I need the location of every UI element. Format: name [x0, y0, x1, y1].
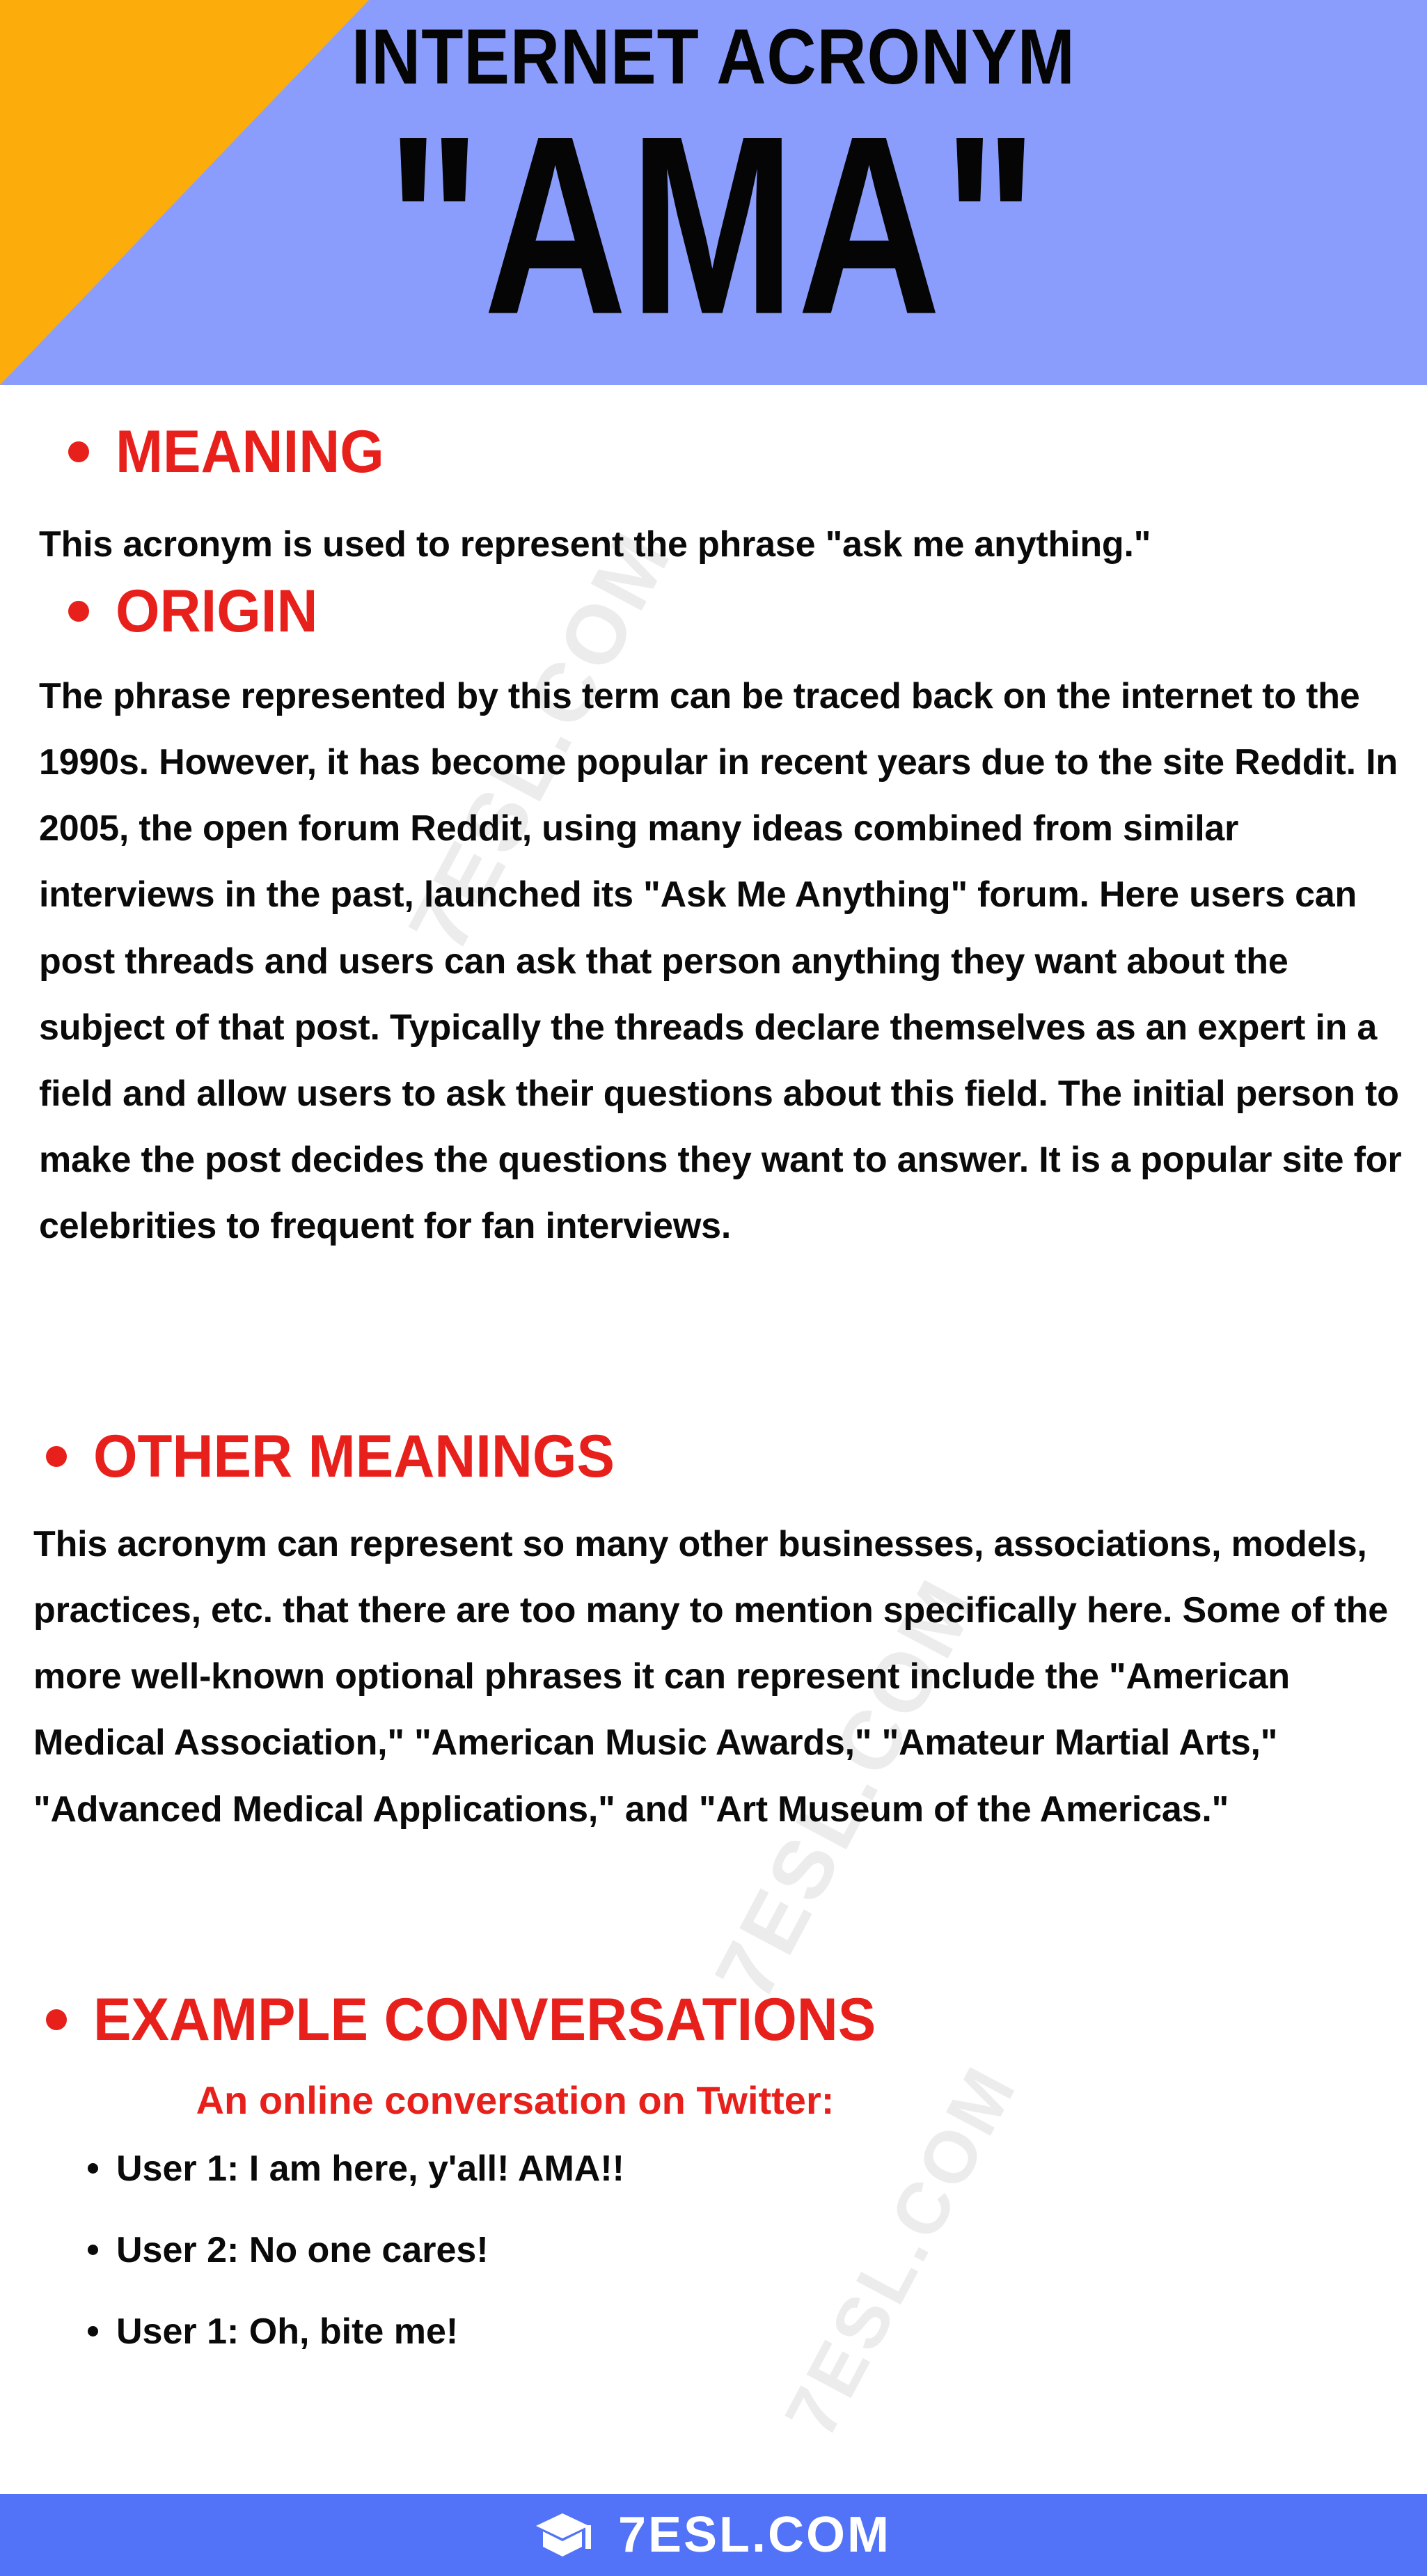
conversation-line: User 2: No one cares!: [116, 2230, 489, 2270]
conversation-list: [88, 2146, 1271, 2355]
section-heading-label: OTHER MEANINGS: [93, 1423, 615, 1490]
conversation-line: User 1: Oh, bite me!: [116, 2311, 459, 2352]
watermark-7esl: 7ESL.COM: [391, 515, 690, 966]
bullet-dot-icon: [46, 1446, 67, 1467]
watermark-7esl: 7ESL.COM: [697, 1562, 996, 2013]
conversation-subheading: An online conversation on Twitter:: [196, 2078, 835, 2122]
list-item: [88, 2146, 1271, 2192]
section-body-other-meanings: This acronym can represent so many other businesses, associations, models, practices, etc. that there are too many to mention specifically here. Some of the more well-known optional phrases it can represent include the "American Medical Association," "American Music Awards," "Amateur Martial Arts," "Advanced Medical Applications," and "Art Museum of the Americas.": [33, 1524, 1388, 1830]
watermark-7esl: 7ESL.COM: [769, 2052, 1033, 2450]
section-body-meaning: This acronym is used to represent the phrase "ask me anything.": [39, 524, 1151, 565]
section-heading-other-meanings: [46, 1423, 642, 1490]
section-heading-label: ORIGIN: [116, 578, 318, 645]
footer-brand-label: 7ESL.COM: [617, 2507, 892, 2563]
footer-bar: [0, 2494, 1427, 2576]
bullet-dot-icon: [46, 2009, 67, 2030]
bullet-dot-icon: [88, 2245, 98, 2255]
header-banner: [0, 0, 1427, 385]
header-acronym-title: "AMA": [386, 82, 1041, 368]
section-heading-origin: [68, 578, 329, 645]
list-item: [88, 2228, 1271, 2273]
list-item: [88, 2309, 1271, 2355]
bullet-dot-icon: [68, 601, 89, 622]
section-heading-label: MEANING: [116, 418, 384, 485]
header-title-group: [0, 0, 1427, 385]
conversation-line: User 1: I am here, y'all! AMA!!: [116, 2149, 624, 2189]
bullet-dot-icon: [88, 2326, 98, 2337]
bullet-dot-icon: [68, 441, 89, 462]
section-heading-label: EXAMPLE CONVERSATIONS: [93, 1986, 876, 2053]
graduation-cap-icon: [536, 2511, 600, 2559]
bullet-dot-icon: [88, 2163, 98, 2174]
header-kicker: INTERNET ACRONYM: [352, 13, 1075, 100]
section-heading-meaning: [68, 418, 398, 485]
footer-logo[interactable]: [536, 2507, 892, 2563]
section-body-origin: The phrase represented by this term can be traced back on the internet to the 1990s. However, it has become popular in recent years due to the site Reddit. In 2005, the open forum Reddit, using many ideas combined from similar interviews in the past, launched its "Ask Me Anything" forum. Here users can post threads and users can ask that person anything they want about the subject of that post. Typically the threads declare themselves as an expert in a field and allow users to ask their questions about this field. The initial person to make the post decides the questions they want to answer. It is a popular site for celebrities to frequent for fan interviews.: [39, 676, 1402, 1247]
section-heading-example-conversations: [46, 1986, 917, 2053]
